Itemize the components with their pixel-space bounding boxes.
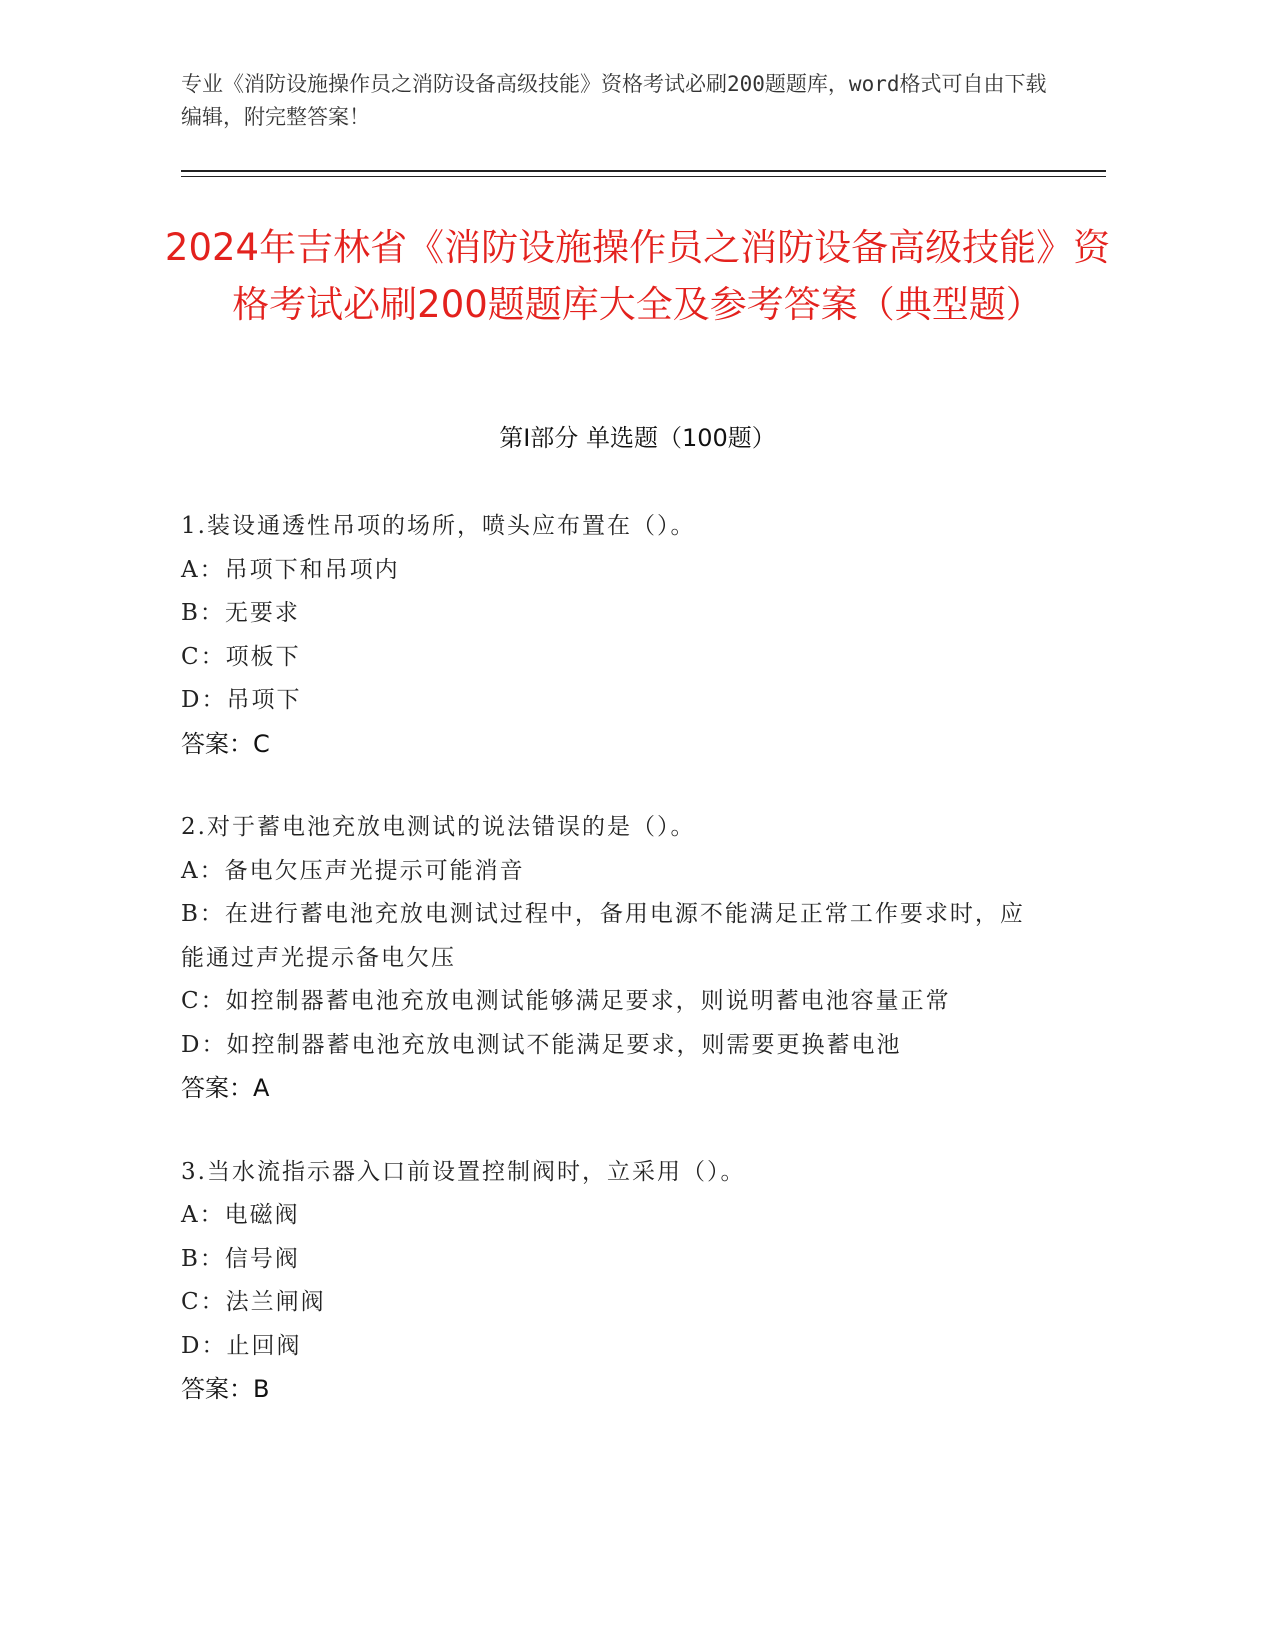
answer-line: 答案：B [181, 1375, 270, 1403]
option-d: D：如控制器蓄电池充放电测试不能满足要求，则需要更换蓄电池 [181, 1031, 902, 1058]
option-a: A：备电欠压声光提示可能消音 [181, 857, 525, 884]
question-item [181, 505, 1041, 766]
header-note: 专业《消防设施操作员之消防设备高级技能》资格考试必刷200题题库，word格式可自由下载编辑，附完整答案！ [181, 72, 1047, 129]
option-a: A：吊项下和吊项内 [181, 556, 400, 583]
option-c: C：项板下 [181, 643, 301, 670]
section-heading: 第Ⅰ部分 单选题（100题） [499, 424, 776, 452]
question-stem: 3.当水流指示器入口前设置控制阀时，立采用（）。 [181, 1158, 746, 1185]
option-b: B：在进行蓄电池充放电测试过程中，备用电源不能满足正常工作要求时，应能通过声光提示备电欠压 [181, 901, 1025, 971]
option-b: B：无要求 [181, 600, 300, 626]
option-a: A：电磁阀 [181, 1202, 300, 1228]
option-c: C：法兰闸阀 [181, 1289, 326, 1315]
option-d: D：止回阀 [181, 1332, 302, 1359]
question-stem: 2.对于蓄电池充放电测试的说法错误的是（）。 [181, 814, 696, 840]
question-stem: 1.装设通透性吊项的场所，喷头应布置在（）。 [181, 513, 696, 539]
option-b: B：信号阀 [181, 1245, 300, 1272]
question-item [181, 806, 1041, 1111]
document-title: 2024年吉林省《消防设施操作员之消防设备高级技能》资格考试必刷200题题库大全及参考答案（典型题） [164, 226, 1111, 326]
option-c: C：如控制器蓄电池充放电测试能够满足要求，则说明蓄电池容量正常 [181, 988, 951, 1014]
answer-line: 答案：C [181, 729, 270, 758]
header-divider-thick [181, 170, 1106, 172]
question-list [181, 505, 1041, 1452]
option-d: D：吊项下 [181, 687, 302, 713]
answer-line: 答案：A [181, 1074, 270, 1102]
question-item [181, 1151, 1041, 1412]
header-divider-thin [181, 176, 1106, 177]
